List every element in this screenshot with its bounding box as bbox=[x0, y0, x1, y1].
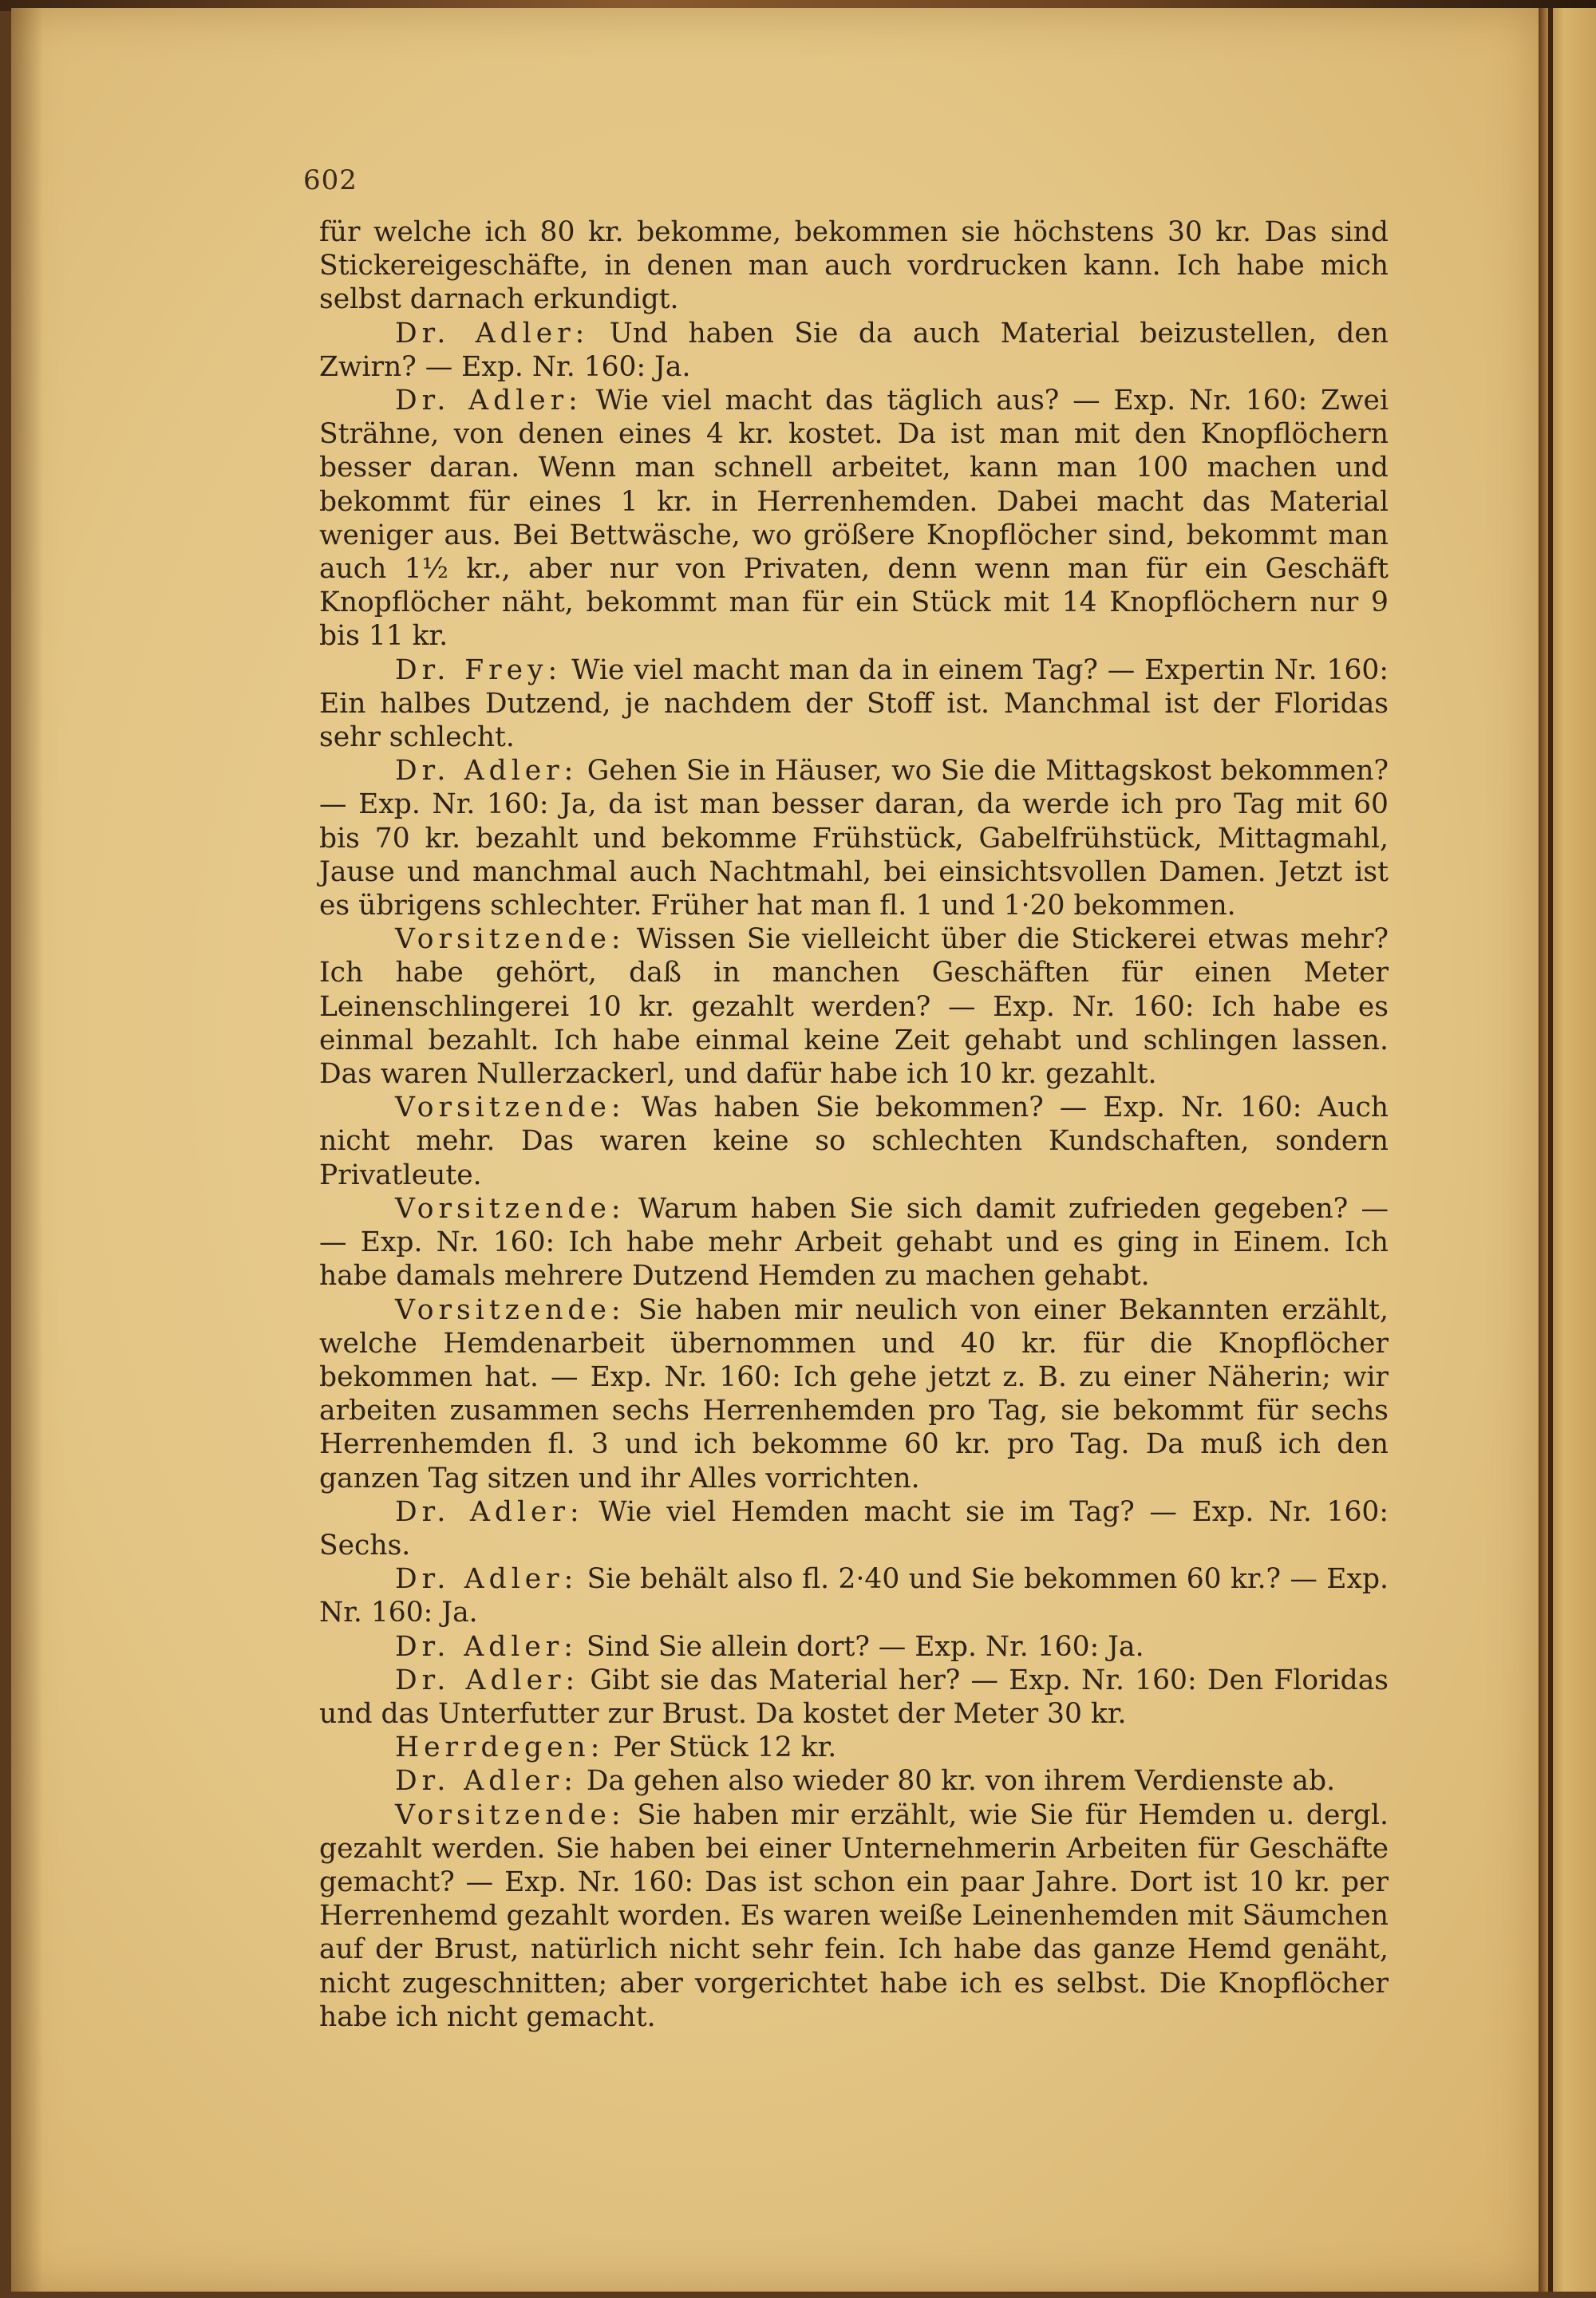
speaker-name: Dr. Adler: bbox=[395, 1563, 579, 1596]
speaker-name: Dr. Adler: bbox=[395, 755, 579, 788]
text-block bbox=[319, 215, 1389, 2034]
paragraph-text: Per Stück 12 kr. bbox=[613, 1731, 837, 1764]
facing-page-edge bbox=[1539, 8, 1596, 2292]
speaker-name: Dr. Adler: bbox=[395, 1765, 578, 1798]
page-number: 602 bbox=[303, 164, 358, 196]
paragraph bbox=[319, 1192, 1389, 1293]
paragraph bbox=[319, 1764, 1389, 1798]
paragraph bbox=[319, 1293, 1389, 1495]
paragraph bbox=[319, 754, 1389, 922]
paragraph-text: Sie behält also fl. 2·40 und Sie bekommen 60 kr.? — Exp. Nr. 160: Ja. bbox=[319, 1563, 1389, 1629]
paragraph-text: Sie haben mir neulich von einer Bekannten erzählt, welche Hemdenarbeit übernommen und 40 kr. für die Knopflöcher bekommen hat. — Exp. Nr. 160: Ich gehe jetzt z. B. zu einer Näherin; wir arbeiten zusammen sechs Herrenhemden pro Tag, sie bekommt für sechs Herrenhemden fl. 3 und ich bekomme 60 kr. pro Tag. Da muß ich den ganzen Tag sitzen und ihr Alles vorrichten. bbox=[319, 1293, 1389, 1494]
speaker-name: Dr. Adler: bbox=[395, 1630, 578, 1663]
paragraph bbox=[319, 1630, 1389, 1664]
paragraph bbox=[319, 1562, 1389, 1629]
paragraph bbox=[319, 1731, 1389, 1764]
paragraph-text: Sie haben mir erzählt, wie Sie für Hemden u. dergl. gezahlt werden. Sie haben bei einer Unternehmerin Arbeiten für Geschäfte gemacht? — Exp. Nr. 160: Das ist schon ein paar Jahre. Dort ist 10 kr. per Herrenhemd gezahlt worden. Es waren weiße Leinenhemden mit Säumchen auf der Brust, natürlich nicht sehr fein. Ich habe das ganze Hemd genäht, nicht zugeschnitten; aber vorgerichtet habe ich es selbst. Die Knopflöcher habe ich nicht gemacht. bbox=[319, 1799, 1389, 2033]
paragraph bbox=[319, 1664, 1389, 1731]
paragraph bbox=[319, 1495, 1389, 1562]
paragraph bbox=[319, 384, 1389, 653]
paragraph bbox=[319, 215, 1389, 317]
speaker-name: Herrdegen: bbox=[395, 1731, 605, 1764]
paragraph bbox=[319, 317, 1389, 384]
paragraph-text: Was haben Sie bekommen? — Exp. Nr. 160: Auch nicht mehr. Das waren keine so schlechten Kundschaften, sondern Privatleute. bbox=[319, 1092, 1389, 1191]
paragraph-text: Gibt sie das Material her? — Exp. Nr. 160: Den Floridas und das Unterfutter zur Brust. Da kostet der Meter 30 kr. bbox=[319, 1664, 1389, 1730]
paragraph-text: Und haben Sie da auch Material beizustellen, den Zwirn? — Exp. Nr. 160: Ja. bbox=[319, 317, 1389, 383]
speaker-name: Dr. Adler: bbox=[395, 385, 583, 417]
speaker-name: Dr. Adler: bbox=[395, 1664, 580, 1696]
speaker-name: Dr. Adler: bbox=[395, 1495, 584, 1528]
paragraph-text: für welche ich 80 kr. bekomme, bekommen sie höchstens 30 kr. Das sind Stickereigeschäfte, in denen man auch vordrucken kann. Ich habe mich selbst darnach erkundigt. bbox=[319, 216, 1389, 316]
speaker-name: Vorsitzende: bbox=[395, 1092, 626, 1124]
paragraph-text: Wie viel macht man da in einem Tag? — Expertin Nr. 160: Ein halbes Dutzend, je nachdem der Stoff ist. Manchmal ist der Floridas sehr schlecht. bbox=[319, 653, 1389, 754]
paragraph-text: Wissen Sie vielleicht über die Stickerei etwas mehr? Ich habe gehört, daß in manchen Geschäften für einen Meter Leinenschlingerei 10 kr. gezahlt werden? — Exp. Nr. 160: Ich habe es einmal bezahlt. Ich habe einmal keine Zeit gehabt und schlingen lassen. Das waren Nullerzackerl, und dafür habe ich 10 kr. gezahlt. bbox=[319, 923, 1389, 1091]
paragraph bbox=[319, 1799, 1389, 2034]
paragraph-text: Wie viel macht das täglich aus? — Exp. Nr. 160: Zwei Strähne, von denen eines 4 kr. kostet. Da ist man mit den Knopflöchern besser daran. Wenn man schnell arbeitet, kann man 100 machen und bekommt für eines 1 kr. in Herrenhemden. Dabei macht das Material weniger aus. Bei Bettwäsche, wo größere Knopflöcher sind, bekommt man auch 1½ kr., aber nur von Privaten, denn wenn man für ein Geschäft Knopflöcher näht, bekommt man für ein Stück mit 14 Knopflöchern nur 9 bis 11 kr. bbox=[319, 385, 1389, 653]
paragraph bbox=[319, 922, 1389, 1091]
paragraph-text: Wie viel Hemden macht sie im Tag? — Exp. Nr. 160: Sechs. bbox=[319, 1495, 1389, 1562]
speaker-name: Vorsitzende: bbox=[395, 1192, 626, 1225]
speaker-name: Dr. Adler: bbox=[395, 317, 590, 349]
paragraph-text: Sind Sie allein dort? — Exp. Nr. 160: Ja. bbox=[586, 1630, 1144, 1663]
spine-shadow bbox=[11, 8, 43, 2292]
speaker-name: Vorsitzende: bbox=[395, 923, 626, 956]
paragraph bbox=[319, 653, 1389, 755]
speaker-name: Vorsitzende: bbox=[395, 1799, 626, 1831]
paragraph-text: Gehen Sie in Häuser, wo Sie die Mittagskost bekommen? — Exp. Nr. 160: Ja, da ist man besser daran, da werde ich pro Tag mit 60 bis 70 kr. bezahlt und bekomme Frühstück, Gabelfrühstück, Mittagmahl, Jause und manchmal auch Nachtmahl, bei einsichtsvollen Damen. Jetzt ist es übrigens schlechter. Früher hat man fl. 1 und 1·20 bekommen. bbox=[319, 755, 1389, 922]
paragraph bbox=[319, 1091, 1389, 1192]
speaker-name: Vorsitzende: bbox=[395, 1293, 626, 1326]
page-fold bbox=[1548, 8, 1553, 2292]
paragraph-text: Warum haben Sie sich damit zufrieden gegeben? — — Exp. Nr. 160: Ich habe mehr Arbeit gehabt und es ging in Einem. Ich habe damals mehrere Dutzend Hemden zu machen gehabt. bbox=[319, 1192, 1389, 1293]
paragraph-text: Da gehen also wieder 80 kr. von ihrem Verdienste ab. bbox=[586, 1765, 1336, 1798]
speaker-name: Dr. Frey: bbox=[395, 653, 563, 686]
